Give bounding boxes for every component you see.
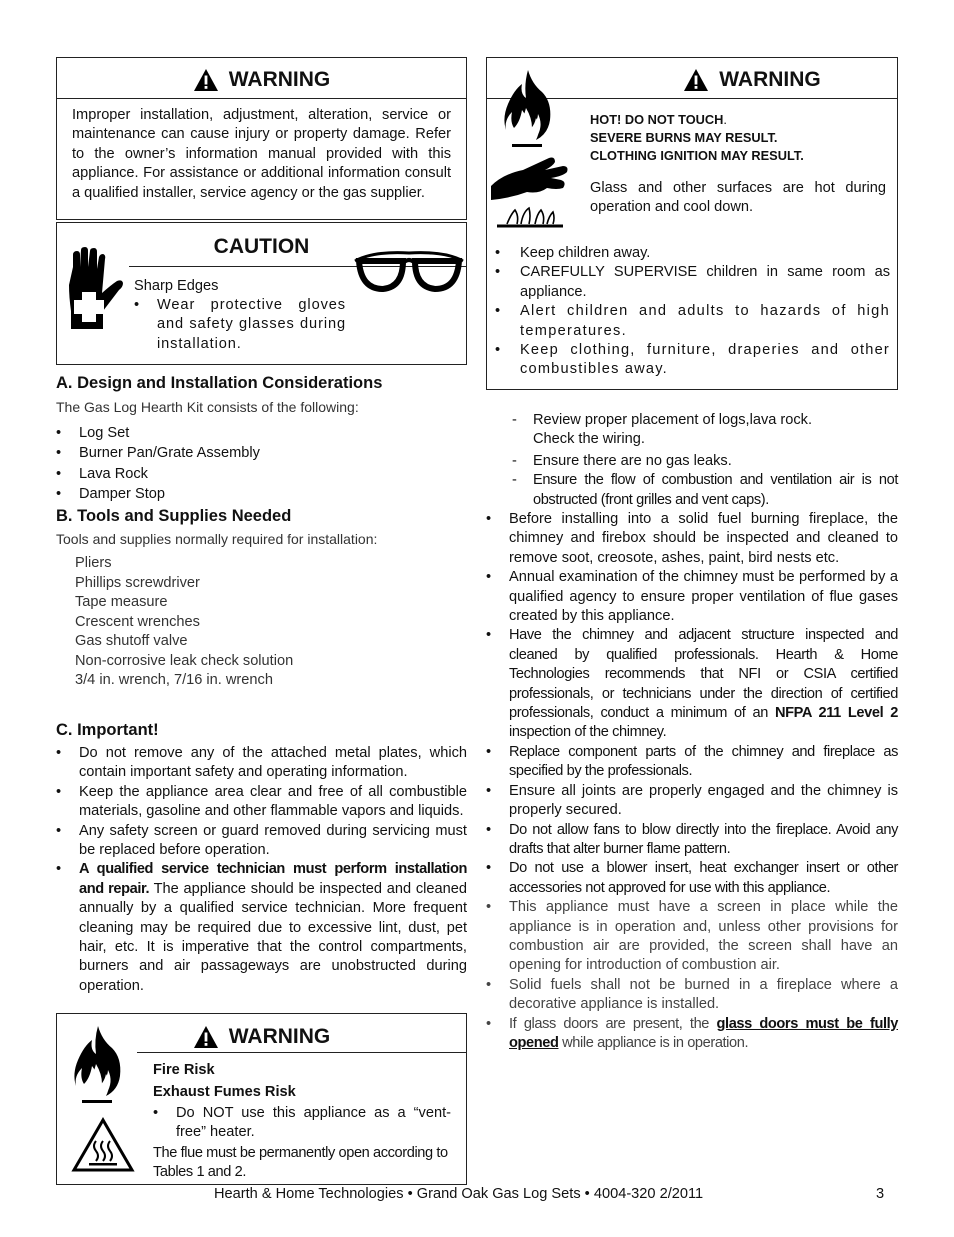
safety-glasses-icon	[353, 247, 465, 293]
caution-label: Sharp Edges	[134, 278, 219, 294]
list-item: • Damper Stop	[56, 485, 356, 504]
check-list	[510, 411, 898, 510]
text: Check the wiring.	[533, 431, 645, 448]
hot-line-2: SEVERE BURNS MAY RESULT.	[590, 130, 778, 145]
tools-list	[75, 554, 293, 691]
warning-triangle-icon	[193, 68, 219, 92]
glove-icon	[65, 247, 129, 331]
glass-text: Glass and other surfaces are hot during operation and cool down.	[590, 180, 886, 216]
text: Review proper placement of logs,lava rock.	[533, 412, 813, 428]
section-a-heading: A. Design and Installation Considerations	[56, 374, 383, 392]
list-item: • CAREFULLY SUPERVISE children in same room as appliance.	[495, 263, 890, 302]
list-item	[56, 860, 467, 996]
chimney-list	[486, 510, 898, 1053]
hot-warning-text	[590, 111, 804, 165]
flue-note: The flue must be permanently open according to Tables 1 and 2.	[153, 1145, 448, 1181]
list-item: • Alert children and adults to hazards of high temperatures.	[495, 302, 890, 341]
list-item: Non-corrosive leak check solution	[75, 652, 294, 669]
list-item: • Do not remove any of the attached metal plates, which contain important safety and operating information.	[56, 744, 467, 783]
section-c-list	[56, 744, 467, 996]
warning-title: WARNING	[228, 68, 331, 91]
list-item: • Keep the appliance area clear and free of all combustible materials, gasoline and other flammable vapors and liquids.	[56, 783, 467, 822]
warning-box-fire	[56, 1013, 467, 1185]
list-item: • Do NOT use this appliance as a “vent-free” heater.	[153, 1104, 451, 1143]
warning-header	[57, 68, 466, 92]
flame-icon	[502, 68, 554, 150]
list-item: - Ensure the flow of combustion and ventilation air is not obstructed (front grilles and vent caps).	[510, 471, 898, 510]
glass-doors-link: glass doors must be fully opened	[509, 1015, 898, 1051]
hot-line-3: CLOTHING IGNITION MAY RESULT.	[590, 148, 804, 163]
section-a-intro: The Gas Log Hearth Kit consists of the following:	[56, 399, 359, 415]
warning-box-installation	[56, 57, 467, 220]
hot-line-1-dot: .	[723, 112, 727, 127]
warning-title: WARNING	[228, 1025, 331, 1048]
hot-warning-list	[495, 244, 890, 380]
caution-list	[134, 296, 346, 354]
list-item: Crescent wrenches	[75, 613, 200, 630]
hot-surface-icon	[71, 1117, 135, 1173]
list-item: • Do not allow fans to blow directly into the fireplace. Avoid any drafts that alter burner flame pattern.	[486, 821, 898, 860]
list-item: • Do not use a blower insert, heat exchanger insert or other accessories not approved for use with this appliance.	[486, 859, 898, 898]
list-item	[486, 1015, 898, 1054]
exhaust-risk-label: Exhaust Fumes Risk	[153, 1084, 296, 1100]
section-c-heading: C. Important!	[56, 721, 159, 739]
text: If glass doors are present, the	[509, 1015, 717, 1032]
list-item: Gas shutoff valve	[75, 633, 188, 649]
text: while appliance is in operation.	[558, 1034, 749, 1051]
list-item: • Replace component parts of the chimney and fireplace as specified by the professionals.	[486, 743, 898, 782]
warning-header	[607, 68, 897, 92]
warning-triangle-icon	[193, 1025, 219, 1049]
list-item	[486, 626, 898, 742]
list-item: • Solid fuels shall not be burned in a fireplace where a decorative appliance is installed.	[486, 976, 898, 1015]
hot-hand-icon	[489, 154, 571, 232]
caution-box	[56, 222, 467, 365]
list-item: Tape measure	[75, 594, 168, 610]
list-item: • Ensure all joints are properly engaged and the chimney is properly secured.	[486, 782, 898, 821]
list-item: • Keep children away.	[495, 244, 890, 263]
list-item: • Any safety screen or guard removed during servicing must be replaced before operation.	[56, 822, 467, 861]
section-b-intro: Tools and supplies normally required for installation:	[56, 531, 378, 547]
section-a-list	[56, 424, 356, 505]
list-item: • Log Set	[56, 424, 356, 443]
text: Have the chimney and adjacent structure inspected and cleaned by qualified professionals. Hearth & Home Technologies recommends that NFI or CSIA certified professionals, or technicians under the direction of certified professionals, conduct a minimum of an	[509, 627, 898, 722]
bold-text: A qualified service technician must perform installation and repair.	[79, 861, 467, 897]
list-item: 3/4 in. wrench, 7/16 in. wrench	[75, 672, 273, 688]
warning-triangle-icon	[683, 68, 709, 92]
list-item: - Ensure there are no gas leaks.	[510, 452, 898, 471]
warning-box-hot	[486, 57, 898, 390]
bold-text: NFPA 211 Level 2	[774, 705, 898, 722]
warning-list	[153, 1104, 451, 1143]
caution-title: CAUTION	[213, 235, 310, 258]
list-item: • Burner Pan/Grate Assembly	[56, 444, 356, 463]
flame-icon	[72, 1024, 124, 1106]
list-item: • Annual examination of the chimney must be performed by a qualified agency to ensure proper ventilation of flue gases created by this appliance.	[486, 568, 898, 626]
list-item: Pliers	[75, 555, 112, 571]
list-item: • Before installing into a solid fuel burning fireplace, the chimney and firebox should be inspected and cleaned to remove soot, creosote, ashes, paint, bird nests etc.	[486, 510, 898, 568]
list-item	[510, 411, 898, 450]
list-item: Phillips screwdriver	[75, 574, 200, 591]
list-item: • Wear protective gloves and safety glasses during installation.	[134, 296, 346, 354]
section-b-heading: B. Tools and Supplies Needed	[56, 507, 292, 525]
list-item: • This appliance must have a screen in place while the appliance is in operation and, unless other provisions for combustion air are provided, the screen shall have an opening for introduction of combustion air.	[486, 898, 898, 976]
warning-text: Improper installation, adjustment, alteration, service or maintenance can cause injury or property damage. Refer to the owner’s information manual provided with this appliance. For assistance or additional information consult a qualified installer, service agency or the gas supplier.	[72, 107, 451, 201]
text: inspection of the chimney.	[509, 724, 667, 741]
warning-title: WARNING	[719, 68, 821, 91]
fire-risk-label: Fire Risk	[153, 1062, 215, 1078]
text: The appliance should be inspected and cleaned annually by a qualified service technician. More frequent cleaning may be required due to excessive lint, dust, pet hair, etc. It is imperative that the control compartments, burners and air passageways are unobstructed during operation.	[79, 880, 467, 994]
list-item: • Keep clothing, furniture, draperies and other combustibles away.	[495, 341, 890, 380]
page-number: 3	[876, 1186, 885, 1202]
hot-line-1: HOT! DO NOT TOUCH	[590, 112, 724, 127]
footer-text: Hearth & Home Technologies • Grand Oak Gas Log Sets • 4004-320 2/2011	[214, 1186, 704, 1202]
list-item: • Lava Rock	[56, 465, 356, 484]
